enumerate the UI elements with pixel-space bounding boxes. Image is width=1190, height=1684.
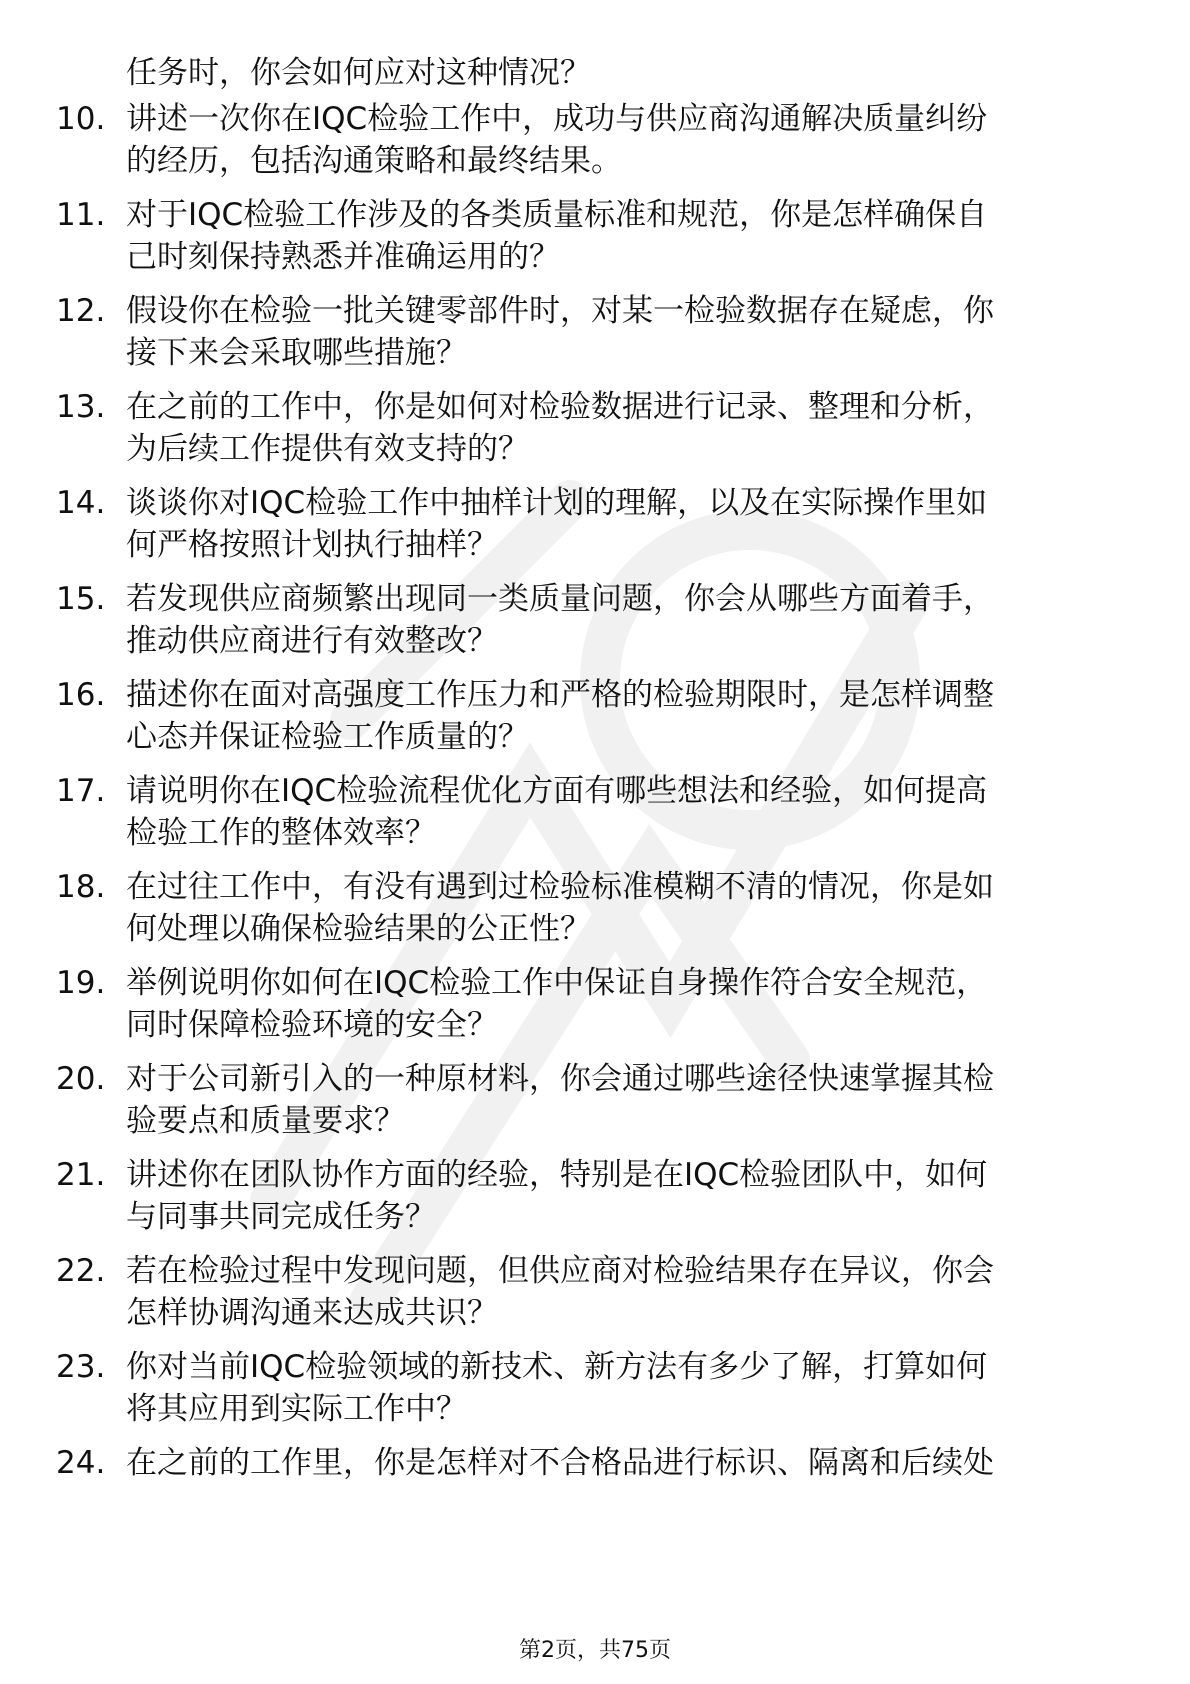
question-line: 在过往工作中，有没有遇到过检验标准模糊不清的情况，你是如 bbox=[126, 869, 994, 905]
question-number: 21. bbox=[56, 1157, 106, 1193]
question-line: 请说明你在IQC检验流程优化方面有哪些想法和经验，如何提高 bbox=[126, 773, 988, 809]
question-line: 你对当前IQC检验领域的新技术、新方法有多少了解，打算如何 bbox=[126, 1349, 988, 1385]
question-number: 12. bbox=[56, 293, 106, 329]
question-line: 对于IQC检验工作涉及的各类质量标准和规范，你是怎样确保自 bbox=[126, 197, 988, 233]
question-line: 心态并保证检验工作质量的？ bbox=[126, 719, 529, 755]
question-line: 与同事共同完成任务？ bbox=[126, 1199, 436, 1235]
question-number: 17. bbox=[56, 773, 106, 809]
question-line: 同时保障检验环境的安全？ bbox=[126, 1007, 498, 1043]
question-line: 讲述一次你在IQC检验工作中，成功与供应商沟通解决质量纠纷 bbox=[126, 101, 988, 137]
question-line: 的经历，包括沟通策略和最终结果。 bbox=[126, 143, 622, 179]
continuation-text: 任务时，你会如何应对这种情况？ bbox=[126, 55, 591, 91]
question-line: 何严格按照计划执行抽样？ bbox=[126, 527, 498, 563]
question-number: 20. bbox=[56, 1061, 106, 1097]
question-line: 为后续工作提供有效支持的？ bbox=[126, 431, 529, 467]
question-line: 验要点和质量要求？ bbox=[126, 1103, 405, 1139]
question-line: 若发现供应商频繁出现同一类质量问题，你会从哪些方面着手， bbox=[126, 581, 994, 617]
question-number: 10. bbox=[56, 101, 106, 137]
question-number: 23. bbox=[56, 1349, 106, 1385]
question-line: 怎样协调沟通来达成共识？ bbox=[126, 1295, 498, 1331]
question-line: 讲述你在团队协作方面的经验，特别是在IQC检验团队中，如何 bbox=[126, 1157, 988, 1193]
question-line: 在之前的工作里，你是怎样对不合格品进行标识、隔离和后续处 bbox=[126, 1445, 994, 1481]
question-number: 22. bbox=[56, 1253, 106, 1289]
question-line: 描述你在面对高强度工作压力和严格的检验期限时，是怎样调整 bbox=[126, 677, 994, 713]
page-footer: 第2页，共75页 bbox=[519, 1638, 671, 1663]
question-line: 举例说明你如何在IQC检验工作中保证自身操作符合安全规范， bbox=[126, 965, 988, 1001]
question-number: 15. bbox=[56, 581, 106, 617]
question-line: 在之前的工作中，你是如何对检验数据进行记录、整理和分析， bbox=[126, 389, 994, 425]
question-line: 何处理以确保检验结果的公正性？ bbox=[126, 911, 591, 947]
question-number: 14. bbox=[56, 485, 106, 521]
question-line: 接下来会采取哪些措施？ bbox=[126, 335, 467, 371]
question-number: 24. bbox=[56, 1445, 106, 1481]
question-number: 18. bbox=[56, 869, 106, 905]
question-line: 检验工作的整体效率？ bbox=[126, 815, 436, 851]
question-line: 己时刻保持熟悉并准确运用的？ bbox=[126, 239, 560, 275]
question-line: 将其应用到实际工作中？ bbox=[126, 1391, 467, 1427]
question-line: 若在检验过程中发现问题，但供应商对检验结果存在异议，你会 bbox=[126, 1253, 994, 1289]
question-line: 推动供应商进行有效整改？ bbox=[126, 623, 498, 659]
question-number: 13. bbox=[56, 389, 106, 425]
question-number: 11. bbox=[56, 197, 106, 233]
question-line: 谈谈你对IQC检验工作中抽样计划的理解，以及在实际操作里如 bbox=[126, 485, 988, 521]
question-line: 假设你在检验一批关键零部件时，对某一检验数据存在疑虑，你 bbox=[126, 293, 994, 329]
question-number: 16. bbox=[56, 677, 106, 713]
question-number: 19. bbox=[56, 965, 106, 1001]
question-line: 对于公司新引入的一种原材料，你会通过哪些途径快速掌握其检 bbox=[126, 1061, 994, 1097]
